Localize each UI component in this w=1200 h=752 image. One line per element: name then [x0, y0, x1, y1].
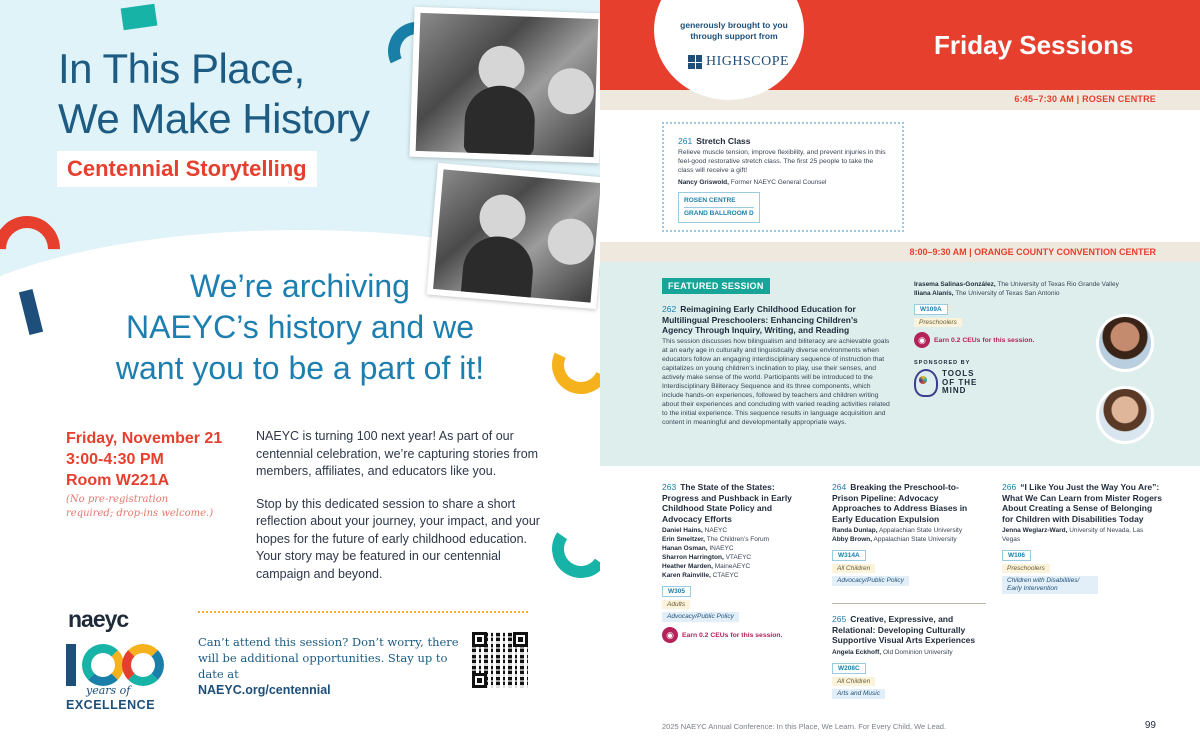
session-room: Room W221A: [66, 472, 170, 489]
presenter-affil: Appalachian State University: [878, 527, 963, 534]
page-title: Friday Sessions: [934, 30, 1134, 60]
presenter: [662, 526, 812, 535]
presenter: [662, 562, 812, 571]
presenter-2: [914, 289, 1164, 298]
presenter-name: Jenna Weglarz-Ward,: [1002, 527, 1068, 534]
page-headline: [58, 44, 418, 144]
presenter: [662, 535, 812, 544]
presenter-affil: The University of Texas Rio Grande Valley: [997, 281, 1119, 288]
ceu-note: [662, 627, 812, 643]
audience-tag: Preschoolers: [914, 318, 962, 327]
sponsor-line-1: generously brought to you: [680, 20, 788, 30]
room-venue: ROSEN CENTRE: [684, 196, 736, 204]
room-tag: W305: [662, 586, 691, 597]
highscope-name: HIGHSCOPE: [706, 54, 790, 69]
session-note: (No pre-registration required; drop-ins welcome.): [66, 494, 214, 519]
archive-line-1: We’re archiving: [190, 268, 410, 304]
time-block-1: 6:45–7:30 AM | ROSEN CENTRE: [1014, 94, 1156, 104]
audience-tag: All Children: [832, 677, 875, 686]
sponsor-word-2: OF THE: [942, 377, 978, 387]
session-262-desc: This session discusses how bilingualism and biliteracy are achievable goals at an early age in culturally and linguistically diverse environments when educators follow an engaging interdisciplinary sequence of instruction that capitalizes on young children’s inclination to play, use their senses, and actively make sense of the world. Participants will be introduced to the Interdisciplinary Biliteracy Sequence and its three components, which include hands-on experiences, followed by teachers and children writing about their experiences and concluding with varied reading activities related to the initial experience. This sequence results in language acquisition and content in meaningful and developmentally appropriate ways.: [662, 337, 890, 426]
session-261-desc: Relieve muscle tension, improve flexibility, and prevent injuries in this feel-good restorative stretch class. The first 25 people to take the class will receive a gift!: [678, 148, 886, 174]
highscope-logo: [688, 54, 789, 70]
presenter: [662, 571, 812, 580]
naeyc-logo: naeyc: [68, 606, 129, 632]
presenter-affil: NAEYC: [704, 527, 728, 534]
presenter-affil: MaineAEYC: [714, 563, 751, 570]
time-block-2: 8:00–9:30 AM | ORANGE COUNTY CONVENTION CENTER: [909, 247, 1156, 257]
session-title-text: Creative, Expressive, and Relational: Developing Culturally Supportive Visual Arts Experiences: [832, 614, 976, 645]
presenter-affil: The University of Texas San Antonio: [955, 290, 1060, 297]
session-262-title: [662, 304, 890, 336]
session-title-text: “I Like You Just the Way You Are”: What We Can Learn from Mister Rogers About Creating a Sense of Belonging for Children with Disabilities Today: [1002, 482, 1162, 524]
session-number: 264: [832, 482, 847, 492]
session-date: Friday, November 21: [66, 430, 223, 447]
sponsor-word-3: MIND: [942, 386, 967, 396]
ceu-text: Earn 0.2 CEUs for this session.: [934, 336, 1035, 344]
session-number: 266: [1002, 482, 1017, 492]
sponsor-line-2: through support from: [690, 31, 778, 41]
paragraph-1: NAEYC is turning 100 next year! As part of our centennial celebration, we’re capturing stories from members, affiliates, and educators like you.: [256, 429, 539, 478]
headshot-presenter-1: [1096, 314, 1154, 372]
session-264: [832, 482, 982, 586]
presenter-affil: Appalachian State University: [873, 536, 957, 543]
topic-tag: Children with Disabilities/ Early Intervention: [1002, 576, 1098, 594]
ceu-cap-icon: ◉: [914, 332, 930, 348]
session-263: [662, 482, 812, 643]
presenter-name: Heather Marden,: [662, 563, 713, 570]
presenter-name: Angela Eckhoff,: [832, 648, 882, 656]
session-when: [66, 428, 246, 521]
room-tag: W208C: [832, 663, 866, 674]
logo-excellence: EXCELLENCE: [66, 698, 156, 712]
page-number: 99: [1144, 720, 1156, 731]
cant-attend-note: [198, 634, 460, 698]
room-tag: W314A: [832, 550, 866, 561]
audience-tag: All Children: [832, 564, 875, 573]
highscope-grid-icon: [688, 55, 702, 69]
sponsor-credit: [674, 20, 794, 42]
session-261: [662, 122, 904, 232]
session-266-title: [1002, 482, 1162, 524]
centennial-100-logo: [62, 640, 172, 690]
mind-head-icon: [914, 369, 938, 397]
teal-rect-shape: [121, 4, 158, 31]
session-265-title: [832, 614, 982, 646]
room-tag: W109A: [914, 304, 948, 315]
presenter-affil: INAEYC: [709, 545, 734, 552]
session-262-body: [662, 304, 890, 427]
presenter-1: [914, 280, 1164, 289]
presenter: [832, 526, 982, 535]
right-page: [600, 0, 1200, 752]
room-tag: W106: [1002, 550, 1031, 561]
session-number: 263: [662, 482, 677, 492]
centennial-badge: Centennial Storytelling: [57, 151, 317, 187]
headline-line-2: We Make History: [58, 95, 370, 142]
presenter: [832, 535, 982, 544]
session-263-title: [662, 482, 812, 524]
presenter-name: Hanan Osman,: [662, 545, 708, 552]
session-266: [1002, 482, 1162, 594]
presenter-affil: Old Dominion University: [882, 648, 953, 656]
qr-code-icon[interactable]: [472, 632, 528, 688]
topic-tag: Advocacy/Public Policy: [662, 612, 739, 622]
column-divider: [832, 603, 986, 604]
presenter-name: Karen Rainville,: [662, 572, 711, 579]
audience-tag: Preschoolers: [1002, 564, 1050, 573]
centennial-link[interactable]: NAEYC.org/centennial: [198, 683, 331, 697]
session-265: [832, 614, 982, 699]
presenter-affil: Former NAEYC General Counsel: [730, 178, 827, 186]
session-title-text: Stretch Class: [696, 136, 751, 146]
cant-attend-text: Can’t attend this session? Don’t worry, there will be additional opportunities. Stay up to date at: [198, 635, 459, 681]
room-name: GRAND BALLROOM D: [684, 207, 754, 220]
featured-badge: FEATURED SESSION: [662, 278, 770, 294]
archive-message: [60, 266, 540, 389]
audience-tag: Adults: [662, 600, 690, 609]
presenter: [662, 544, 812, 553]
topic-tag: Arts and Music: [832, 689, 885, 699]
presenter: [662, 553, 812, 562]
session-261-presenter: [678, 178, 888, 187]
presenter-name: Daniel Hains,: [662, 527, 703, 534]
session-261-title: [678, 136, 888, 147]
ceu-cap-icon: ◉: [662, 627, 678, 643]
headline-line-1: In This Place,: [58, 45, 305, 92]
presenter-affil: University of Nevada, Las Vegas: [1002, 527, 1144, 543]
page-footer: 2025 NAEYC Annual Conference: In this Place, We Learn. For Every Child, We Lead.: [662, 722, 947, 731]
presenter-name: Iliana Alanís,: [914, 290, 954, 297]
session-description: [256, 428, 546, 583]
presenter-name: Irasema Salinas-González,: [914, 281, 996, 288]
presenter-affil: CTAEYC: [712, 572, 739, 579]
presenter: [1002, 526, 1162, 544]
archive-line-3: want you to be a part of it!: [115, 350, 485, 386]
session-title-text: The State of the States: Progress and Pushback in Early Childhood State Policy and Advocacy Efforts: [662, 482, 792, 524]
presenter: [832, 648, 982, 657]
paragraph-2: Stop by this dedicated session to share a short reflection about your journey, your impact, and your hopes for the future of early childhood education. Your story may be featured in our centennial campaign and beyond.: [256, 496, 540, 581]
archive-line-2: NAEYC’s history and we: [126, 309, 474, 345]
ceu-text: Earn 0.2 CEUs for this session.: [682, 631, 783, 639]
sponsored-by-label: SPONSORED BY: [914, 360, 971, 366]
sponsor-word-1: TOOLS: [942, 369, 975, 379]
topic-tag: Advocacy/Public Policy: [832, 576, 909, 586]
session-number: 261: [678, 136, 693, 146]
session-261-room: [678, 192, 760, 223]
session-number: 262: [662, 304, 677, 314]
session-title-text: Breaking the Preschool-to-Prison Pipeline: Advocacy Approaches to Address Biases in Early Education Expulsion: [832, 482, 968, 524]
presenter-name: Randa Dunlap,: [832, 527, 878, 534]
session-time: 3:00-4:30 PM: [66, 451, 164, 468]
presenter-name: Erin Smeltzer,: [662, 536, 705, 543]
presenter-affil: VTAEYC: [725, 554, 752, 561]
featured-session-262: [600, 262, 1200, 466]
presenter-name: Sharron Harrington,: [662, 554, 724, 561]
session-264-title: [832, 482, 982, 524]
headshot-presenter-2: [1096, 386, 1154, 444]
logo-years-of: years of: [86, 684, 131, 697]
presenter-name: Nancy Griswold,: [678, 178, 729, 186]
dotted-divider: [198, 611, 528, 613]
photo-attendees-top: [409, 7, 600, 164]
presenter-affil: The Children’s Forum: [706, 536, 770, 543]
presenter-name: Abby Brown,: [832, 536, 873, 543]
session-title-text: Reimagining Early Childhood Education for Multilingual Preschoolers: Enhancing Children’s Agency Through Inquiry, Writing, and Reading: [662, 304, 858, 335]
session-number: 265: [832, 614, 847, 624]
